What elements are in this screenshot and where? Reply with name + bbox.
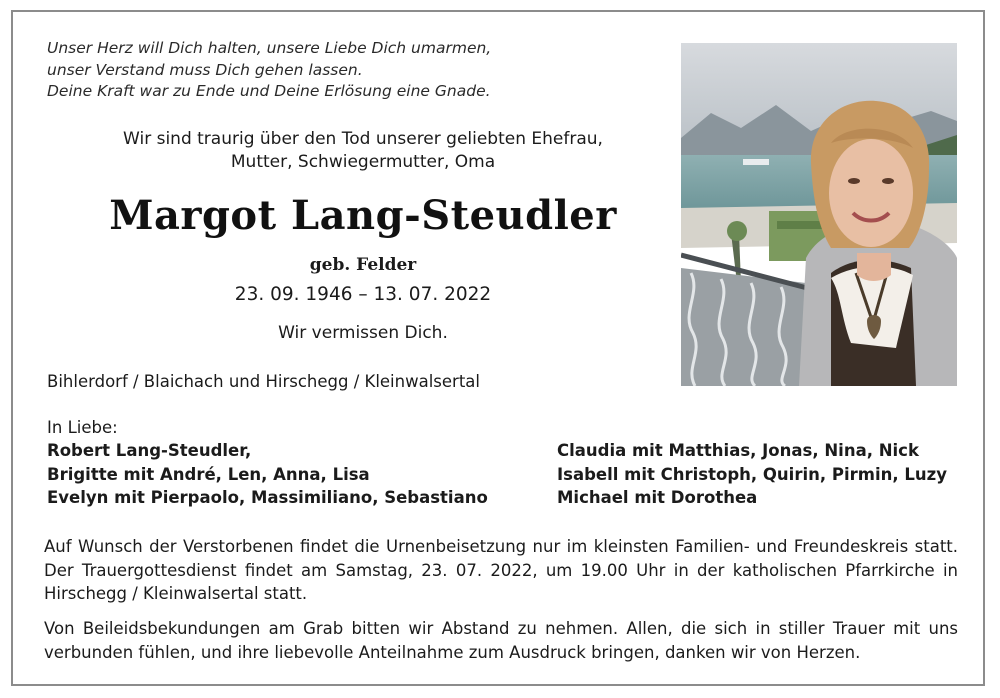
burial-notice-paragraph: Auf Wunsch der Verstorbenen findet die Urnenbeisetzung nur im kleinsten Familien- und Freundeskreis statt. Der Trauergottesdienst findet am Samstag, 23. 07. 2022, um 19.00 Uhr in der katholischen Pfarrkirche in Hirschegg / Kleinwalsertal statt. <box>44 537 958 603</box>
life-dates: 23. 09. 1946 – 13. 07. 2022 <box>234 284 492 305</box>
intro-line: Wir sind traurig über den Tod unserer geliebten Ehefrau, <box>123 129 603 149</box>
poem <box>47 38 491 103</box>
places: Bihlerdorf / Blaichach und Hirschegg / Kleinwalsertal <box>47 372 480 391</box>
thanks-paragraph: Von Beileidsbekundungen am Grab bitten wir Abstand zu nehmen. Allen, die sich in stiller Trauer mit uns verbunden fühlen, und ihre liebevolle Anteilnahme zum Ausdruck bringen, danken wir von Herzen. <box>44 619 958 662</box>
poem-line: unser Verstand muss Dich gehen lassen. <box>47 60 363 79</box>
in-love-label: In Liebe: <box>47 418 118 437</box>
poem-line: Deine Kraft war zu Ende und Deine Erlösung eine Gnade. <box>47 82 491 100</box>
family-entry: Evelyn mit Pierpaolo, Massimiliano, Sebastiano <box>47 488 488 507</box>
intro-text <box>47 128 679 174</box>
family-entry: Claudia mit Matthias, Jonas, Nina, Nick <box>557 441 919 460</box>
portrait-photo <box>681 43 957 386</box>
poem-line: Unser Herz will Dich halten, unsere Liebe Dich umarmen, <box>47 39 492 57</box>
intro-line: Mutter, Schwiegermutter, Oma <box>230 152 496 172</box>
family-entry: Brigitte mit André, Len, Anna, Lisa <box>47 464 370 484</box>
family-entry: Isabell mit Christoph, Quirin, Pirmin, Luzy <box>557 464 947 484</box>
farewell-text: Wir vermissen Dich. <box>278 323 448 343</box>
family-entry: Robert Lang-Steudler, <box>47 441 252 460</box>
birth-name: geb. Felder <box>309 255 417 275</box>
deceased-name: Margot Lang-Steudler <box>109 192 617 239</box>
family-list-right <box>557 439 947 510</box>
family-list-left <box>47 439 488 510</box>
family-entry: Michael mit Dorothea <box>557 488 758 507</box>
